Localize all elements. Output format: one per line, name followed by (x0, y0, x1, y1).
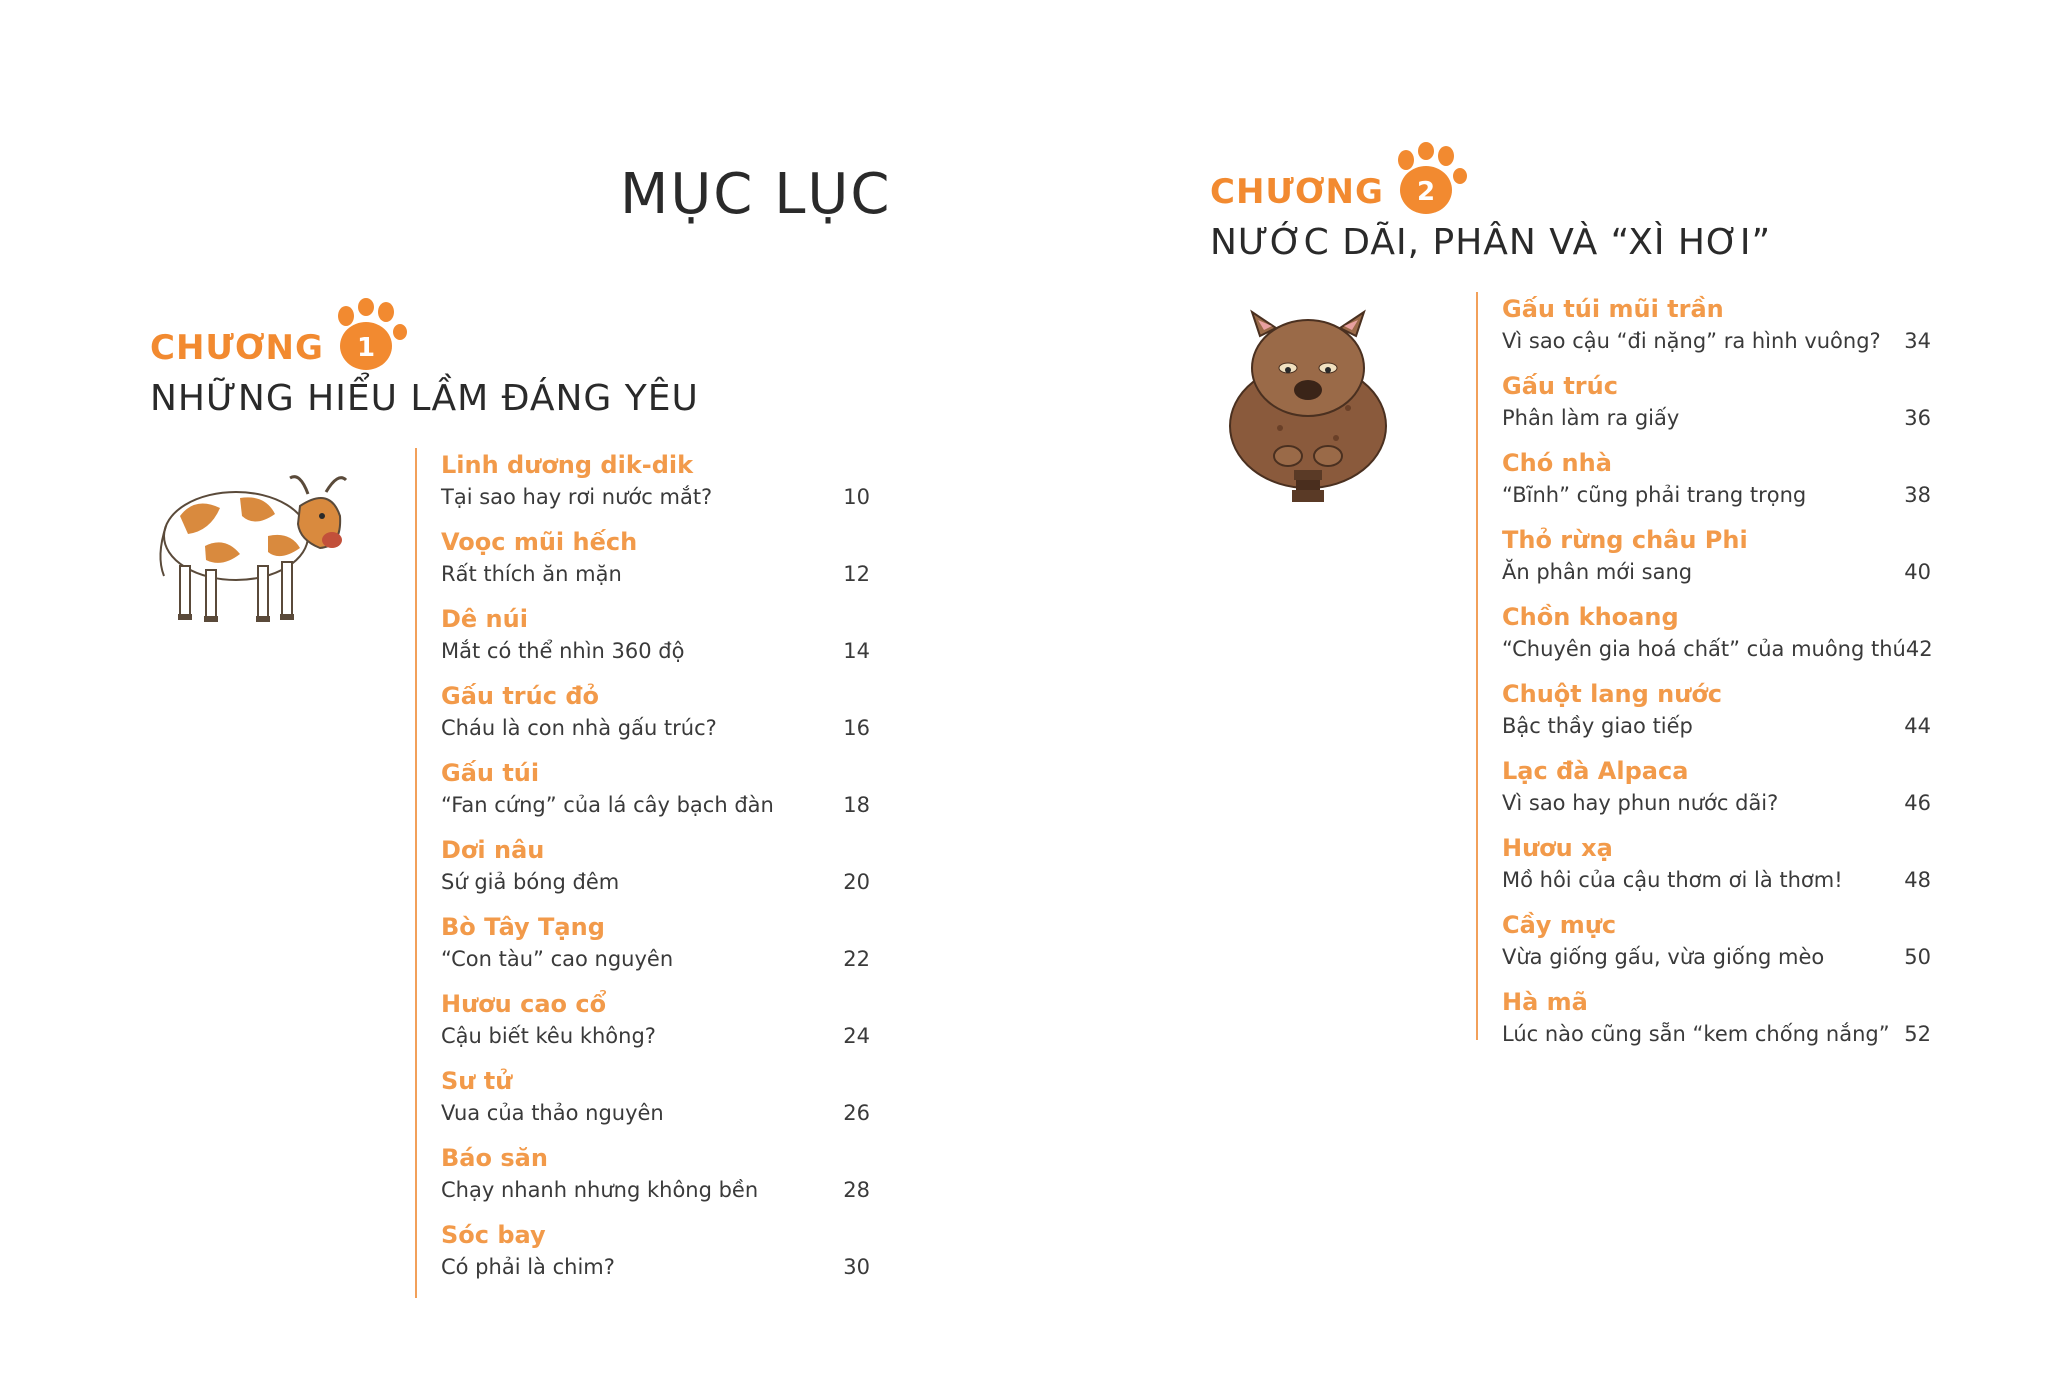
toc-entry[interactable] (1502, 446, 1931, 523)
entry-page: 46 (1904, 791, 1931, 815)
toc-entry[interactable] (1502, 831, 1931, 908)
chapter1-number: 1 (356, 333, 375, 363)
toc-entry[interactable] (441, 1218, 870, 1295)
toc-entry[interactable] (1502, 600, 1931, 677)
toc-entry[interactable] (441, 910, 870, 987)
entry-name: Dê núi (441, 605, 528, 633)
entry-name: Gấu túi mũi trần (1502, 295, 1724, 323)
entry-page: 16 (843, 716, 870, 740)
entry-name: Thỏ rừng châu Phi (1502, 526, 1748, 554)
toc-entry[interactable] (1502, 677, 1931, 754)
chapter2-list (1476, 292, 1933, 1046)
entry-page: 34 (1904, 329, 1931, 353)
entry-page: 40 (1904, 560, 1931, 584)
chapter2-heading (1210, 136, 1771, 263)
entry-desc: Rất thích ăn mặn (441, 562, 622, 586)
toc-entry[interactable] (1502, 908, 1931, 985)
entry-desc: “Chuyên gia hoá chất” của muông thú (1502, 637, 1906, 661)
entry-name: Dơi nâu (441, 836, 545, 864)
paw-icon (328, 298, 412, 374)
entry-desc: Cháu là con nhà gấu trúc? (441, 716, 717, 740)
toc-entry[interactable] (441, 679, 870, 756)
chapter1-label: CHƯƠNG (150, 328, 324, 368)
entry-desc: Bậc thầy giao tiếp (1502, 714, 1693, 738)
entry-page: 48 (1904, 868, 1931, 892)
entry-name: Voọc mũi hếch (441, 528, 638, 556)
entry-name: Sóc bay (441, 1221, 546, 1249)
entry-desc: Có phải là chim? (441, 1255, 615, 1279)
entry-desc: Vì sao hay phun nước dãi? (1502, 791, 1779, 815)
toc-entry[interactable] (1502, 985, 1931, 1062)
entry-page: 24 (843, 1024, 870, 1048)
toc-entry[interactable] (441, 525, 870, 602)
entry-desc: Chạy nhanh nhưng không bền (441, 1178, 759, 1202)
wombat-illustration (1218, 308, 1398, 508)
entry-desc: “Fan cứng” của lá cây bạch đàn (441, 793, 774, 817)
entry-name: Cầy mực (1502, 911, 1617, 939)
cow-illustration (150, 436, 350, 636)
paw-icon (1388, 142, 1472, 218)
entry-page: 22 (843, 947, 870, 971)
entry-page: 28 (843, 1178, 870, 1202)
toc-entry[interactable] (1502, 754, 1931, 831)
toc-entry[interactable] (441, 987, 870, 1064)
entry-page: 26 (843, 1101, 870, 1125)
entry-desc: Cậu biết kêu không? (441, 1024, 656, 1048)
entry-desc: Mồ hôi của cậu thơm ơi là thơm! (1502, 868, 1843, 892)
entry-name: Gấu túi (441, 759, 540, 787)
entry-name: Bò Tây Tạng (441, 913, 605, 941)
chapter1-heading (150, 292, 699, 419)
entry-page: 14 (843, 639, 870, 663)
toc-entry[interactable] (1502, 369, 1931, 446)
entry-name: Gấu trúc (1502, 372, 1618, 400)
entry-page: 42 (1905, 637, 1933, 661)
chapter1-title: NHỮNG HIỂU LẦM ĐÁNG YÊU (150, 378, 699, 419)
chapter2-title: NƯỚC DÃI, PHÂN VÀ “XÌ HƠI” (1210, 222, 1772, 263)
entry-desc: Ăn phân mới sang (1502, 560, 1693, 584)
entry-page: 12 (843, 562, 870, 586)
toc-entry[interactable] (441, 833, 870, 910)
entry-name: Báo săn (441, 1144, 548, 1172)
entry-desc: Vua của thảo nguyên (441, 1101, 664, 1125)
entry-page: 20 (843, 870, 870, 894)
entry-name: Hươu xạ (1502, 834, 1613, 862)
entry-page: 18 (843, 793, 870, 817)
entry-page: 52 (1904, 1022, 1931, 1046)
entry-desc: “Con tàu” cao nguyên (441, 947, 674, 971)
entry-name: Hà mã (1502, 988, 1588, 1016)
entry-desc: Vừa giống gấu, vừa giống mèo (1502, 945, 1825, 969)
entry-name: Chó nhà (1502, 449, 1612, 477)
chapter1-list (415, 448, 870, 1298)
toc-title: MỤC LỤC (620, 162, 892, 227)
toc-entry[interactable] (1502, 523, 1931, 600)
entry-desc: Vì sao cậu “đi nặng” ra hình vuông? (1502, 329, 1881, 353)
toc-entry[interactable] (441, 1141, 870, 1218)
entry-page: 10 (843, 485, 870, 509)
toc-entry[interactable] (441, 448, 870, 525)
entry-desc: “Bĩnh” cũng phải trang trọng (1502, 483, 1807, 507)
entry-desc: Lúc nào cũng sẵn “kem chống nắng” (1502, 1022, 1890, 1046)
chapter2-label: CHƯƠNG (1210, 172, 1384, 212)
entry-name: Lạc đà Alpaca (1502, 757, 1689, 785)
entry-name: Chồn khoang (1502, 603, 1679, 631)
entry-name: Gấu trúc đỏ (441, 682, 599, 710)
entry-name: Linh dương dik-dik (441, 451, 694, 479)
toc-entry[interactable] (441, 602, 870, 679)
entry-page: 36 (1904, 406, 1931, 430)
entry-desc: Phân làm ra giấy (1502, 406, 1680, 430)
chapter2-number: 2 (1416, 177, 1435, 207)
toc-entry[interactable] (441, 756, 870, 833)
entry-name: Chuột lang nước (1502, 680, 1723, 708)
entry-desc: Mắt có thể nhìn 360 độ (441, 639, 685, 663)
toc-entry[interactable] (441, 1064, 870, 1141)
entry-page: 44 (1904, 714, 1931, 738)
entry-page: 38 (1904, 483, 1931, 507)
entry-desc: Tại sao hay rơi nước mắt? (441, 485, 713, 509)
toc-entry[interactable] (1502, 292, 1931, 369)
entry-page: 30 (843, 1255, 870, 1279)
entry-page: 50 (1904, 945, 1931, 969)
entry-name: Hươu cao cổ (441, 990, 607, 1018)
entry-name: Sư tử (441, 1067, 513, 1095)
entry-desc: Sứ giả bóng đêm (441, 870, 620, 894)
